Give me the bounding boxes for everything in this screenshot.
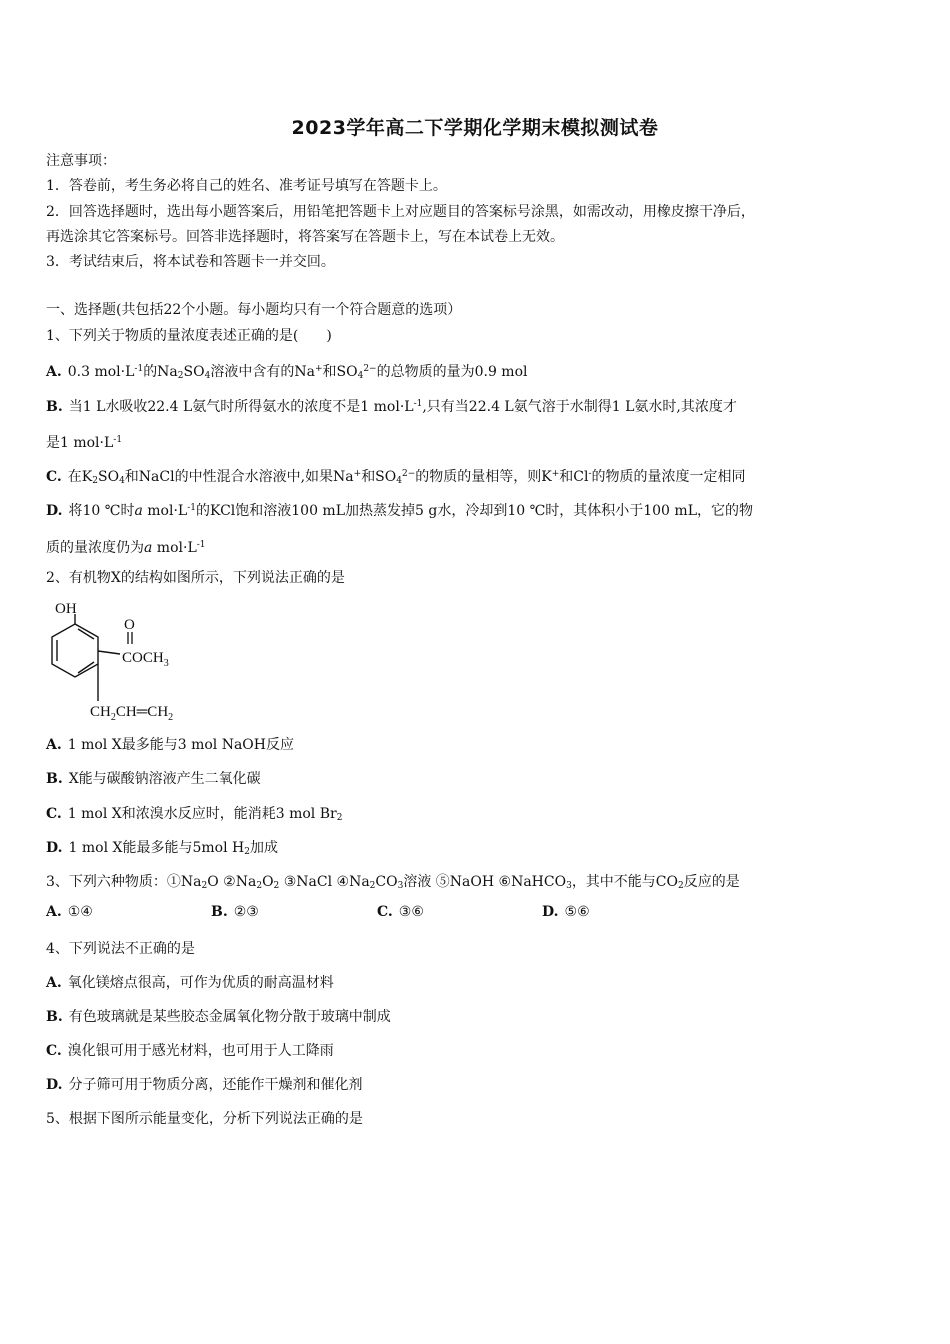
q3-option-d: D. ⑤⑥ (542, 904, 590, 920)
q1-option-d: D. 将10 ℃时a $mol\cdot L^{-1}$的KCl饱和溶液100 mL加热蒸发掉5 g水，冷却到10 ℃时，其体积小于100 mL，它的物 (46, 503, 753, 519)
q2-option-c: C. 1 mol X和浓溴水反应时，能消耗3 mol $Br_2$ (46, 806, 343, 823)
q3-option-c: C. ③⑥ (377, 904, 424, 920)
notice-heading: 注意事项： (46, 153, 116, 169)
carbonyl-o-label: O (124, 617, 135, 633)
q1-option-d-cont: 质的量浓度仍为a $mol\cdot L^{-1}$ (46, 540, 206, 556)
q3-option-b: B. ②③ (211, 904, 259, 920)
structure-diagram (40, 596, 210, 724)
section-heading: 一、选择题(共包括22个小题。每小题均只有一个符合题意的选项） (46, 302, 462, 318)
q3-options (46, 904, 906, 926)
notice-item-1: 1．答卷前，考生务必将自己的姓名、准考证号填写在答题卡上。 (46, 178, 447, 194)
oh-label: OH (55, 601, 77, 617)
q1-option-b: B. 当1 L水吸收22.4 L氨气时所得氨水的浓度不是1 $mol\cdot L^{-1}$,只有当22.4 L氨气溶于水制得1 L氨水时,其浓度才 (46, 399, 737, 415)
q2-option-a: A. 1 mol X最多能与3 mol NaOH反应 (46, 737, 294, 753)
q4-stem: 4、下列说法不正确的是 (46, 941, 195, 957)
q2-option-b: B. X能与碳酸钠溶液产生二氧化碳 (46, 771, 261, 787)
q1-option-b-cont: 是1 $mol\cdot L^{-1}$ (46, 435, 123, 451)
q1-stem: 1、下列关于物质的量浓度表述正确的是( ) (46, 328, 332, 344)
q4-option-d: D. 分子筛可用于物质分离，还能作干燥剂和催化剂 (46, 1077, 363, 1093)
q4-option-b: B. 有色玻璃就是某些胶态金属氧化物分散于玻璃中制成 (46, 1009, 391, 1025)
q4-option-c: C. 溴化银可用于感光材料，也可用于人工降雨 (46, 1043, 334, 1059)
q2-option-d: D. 1 mol X能最多能与5mol $H_2$加成 (46, 840, 278, 857)
side-chain-label: $CH_2CH═CH_2$ (90, 704, 174, 723)
q1-option-a: A. 0.3 $mol\cdot L^{-1}$的$Na_2SO_4$溶液中含有的Na+和$SO_4^{2-}$的总物质的量为0.9 mol (46, 364, 528, 381)
notice-item-2-cont: 再选涂其它答案标号。回答非选择题时，将答案写在答题卡上，写在本试卷上无效。 (46, 229, 564, 245)
q3-option-a: A. ①④ (46, 904, 93, 920)
q3-stem: 3、下列六种物质：$①Na_2O$ $②Na_2O_2$ ③NaCl $④Na_2CO_3$溶液 ⑤NaOH ⑥NaHCO$_3$，其中不能与$CO_2$反应的是 (46, 874, 740, 891)
q2-stem: 2、有机物X的结构如图所示，下列说法正确的是 (46, 570, 345, 586)
carbonyl-bond (98, 651, 120, 654)
page-title: 2023学年高二下学期化学期末模拟测试卷 (291, 117, 659, 139)
acetyl-label: $COCH_3$ (122, 650, 169, 669)
q4-option-a: A. 氧化镁熔点很高，可作为优质的耐高温材料 (46, 975, 334, 991)
notice-item-3: 3．考试结束后，将本试卷和答题卡一并交回。 (46, 254, 335, 270)
q1-option-c: C. 在$K_2SO_4$和NaCl的中性混合水溶液中,如果Na+和$SO_4^{2-}$的物质的量相等，则K+和Cl-的物质的量浓度一定相同 (46, 469, 746, 486)
benzene-ring (52, 624, 98, 677)
notice-item-2: 2．回答选择题时，选出每小题答案后，用铅笔把答题卡上对应题目的答案标号涂黑，如需改动，用橡皮擦干净后， (46, 204, 755, 220)
q5-stem: 5、根据下图所示能量变化，分析下列说法正确的是 (46, 1111, 363, 1127)
